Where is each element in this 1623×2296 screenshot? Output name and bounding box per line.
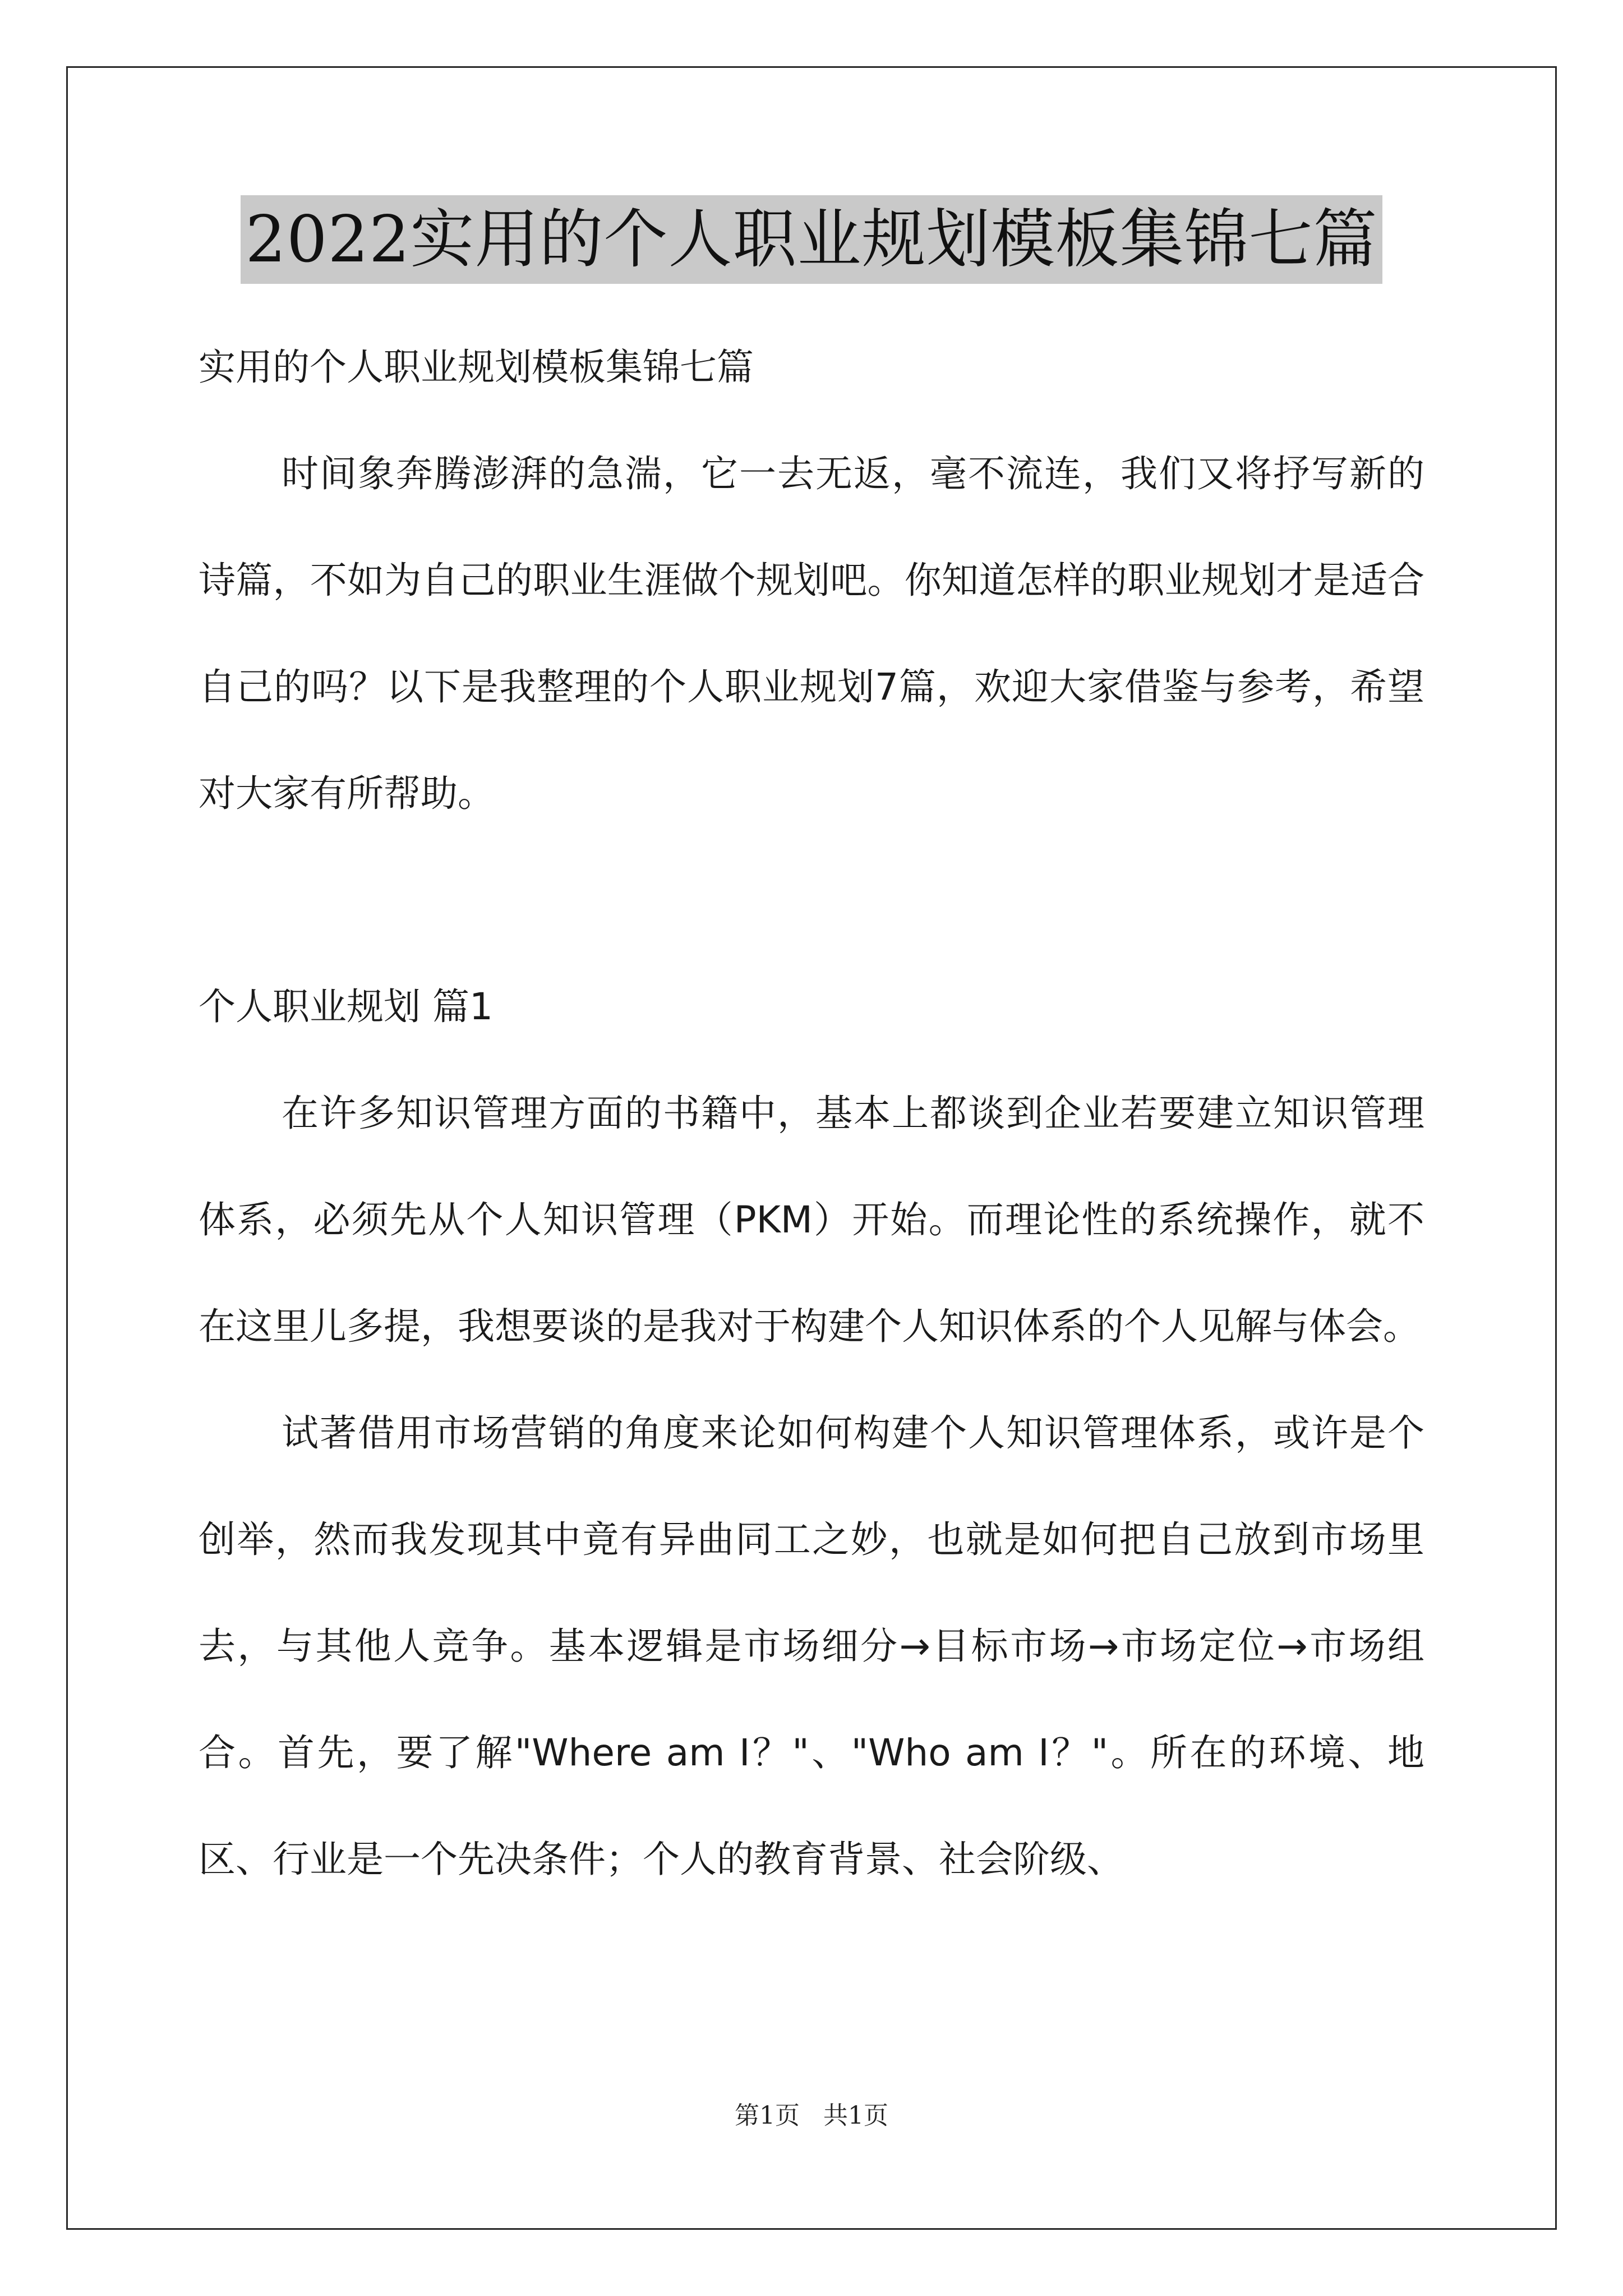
intro-paragraph: 时间象奔腾澎湃的急湍，它一去无返，毫不流连，我们又将抒写新的诗篇，不如为自己的职业生涯做个规划吧。你知道怎样的职业规划才是适合自己的吗？以下是我整理的个人职业规划7篇，欢迎大家借鉴与参考，希望对大家有所帮助。	[199, 452, 1424, 815]
document-subtitle: 实用的个人职业规划模板集锦七篇	[199, 346, 754, 389]
body-paragraph-2: 试著借用市场营销的角度来论如何构建个人知识管理体系，或许是个创举，然而我发现其中竟有异曲同工之妙，也就是如何把自己放到市场里去，与其他人竞争。基本逻辑是市场细分→目标市场→市场定位→市场组合。首先，要了解"Where am I？"、"Who am I？"。所在的环境、地区、行业是一个先决条件；个人的教育背景、社会阶级、	[199, 1411, 1424, 1881]
section-heading: 个人职业规划 篇1	[199, 985, 493, 1028]
title-container	[0, 195, 1623, 284]
document-title: 2022实用的个人职业规划模板集锦七篇	[241, 195, 1382, 284]
page-footer: 第1页 共1页	[735, 2101, 888, 2130]
body-paragraph-1: 在许多知识管理方面的书籍中，基本上都谈到企业若要建立知识管理体系，必须先从个人知识管理（PKM）开始。而理论性的系统操作，就不在这里儿多提，我想要谈的是我对于构建个人知识体系的个人见解与体会。	[199, 1092, 1424, 1348]
document-body	[199, 314, 1424, 1913]
